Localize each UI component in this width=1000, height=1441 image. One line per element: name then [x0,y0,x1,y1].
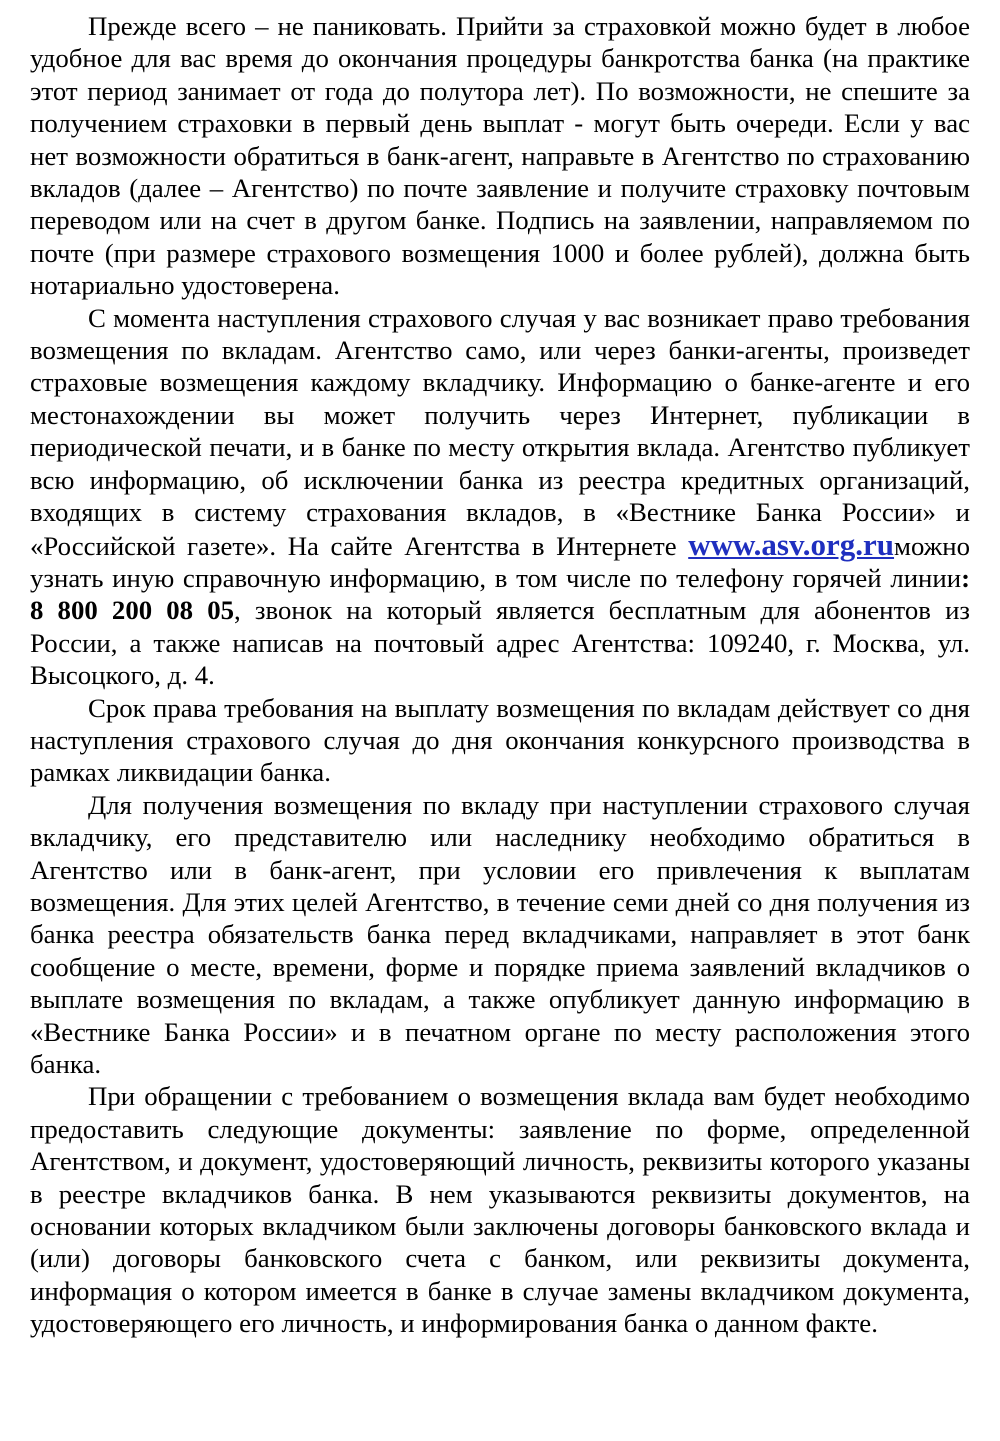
paragraph-compensation-text: С момента наступления страхового случая у вас возникает право требования возмещения по вкладам. Агентство само, или через банки-агенты, произведет страховые возмещения каждому вкладчику. Информацию о банке-агенте и его местонахождении вы может получить через Интернет, публикации в периодической печати, и в банке по месту открытия вклада. Агентство публикует всю информацию, об исключении банка из реестра кредитных организаций, входящих в систему страхования вкладов, в «Вестнике Банка России» и «Российской газете». На сайте Агентства в Интернете [30,302,970,561]
paragraph-first-steps: Прежде всего – не паниковать. Прийти за страховкой можно будет в любое удобное для вас время до окончания процедуры банкротства банка (на практике этот период занимает от года до полутора лет). По возможности, не спешите за получением страховки в первый день выплат - могут быть очереди. Если у вас нет возможности обратиться в банк-агент, направьте в Агентство по страхованию вкладов (далее – Агентство) по почте заявление и получите страховку почтовым переводом или на счет в другом банке. Подпись на заявлении, направляемом по почте (при размере страхового возмещения 1000 и более рублей), должна быть нотариально удостоверена. [30,11,970,301]
paragraph-compensation-right [30,302,970,692]
paragraph-hotline-text: можно узнать иную справочную информацию, в том числе по телефону горячей линии [30,530,970,593]
paragraph-address-text: , звонок на который является бесплатным для абонентов из России, а также написав на почтовый адрес Агентства: 109240, г. Москва, ул. Высоцкого, д. 4. [30,595,970,691]
hotline-phone-number: : 8 800 200 08 05 [30,562,970,626]
paragraph-required-documents: При обращении с требованием о возмещения вклада вам будет необходимо предоставить следующие документы: заявление по форме, определенной Агентством, и документ, удостоверяющий личность, реквизиты которого указаны в реестре вкладчиков банка. В нем указываются реквизиты документов, на основании которых вкладчиком были заключены договоры банковского вклада и (или) договоры банковского счета с банком, или реквизиты документа, информация о котором имеется в банке в случае замены вкладчиком документа, удостоверяющего его личность, и информирования банка о данном факте. [30,1081,970,1339]
paragraph-how-to-receive: Для получения возмещения по вкладу при наступлении страхового случая вкладчику, его представителю или наследнику необходимо обратиться в Агентство или в банк-агент, при условии его привлечения к выплатам возмещения. Для этих целей Агентство, в течение семи дней со дня получения из банка реестра обязательств банка перед вкладчиками, направляет в этот банк сообщение о месте, времени, форме и порядке приема заявлений вкладчиков о выплате возмещения по вкладам, а также опубликует данную информацию в «Вестнике Банка России» и в печатном органе по месту расположения этого банка. [30,789,970,1079]
paragraph-claim-period: Срок права требования на выплату возмещения по вкладам действует со дня наступления страхового случая до дня окончания конкурсного производства в рамках ликвидации банка. [30,692,970,788]
document-page [30,10,970,1340]
agency-website-link[interactable]: www.asv.org.ru [688,526,895,562]
